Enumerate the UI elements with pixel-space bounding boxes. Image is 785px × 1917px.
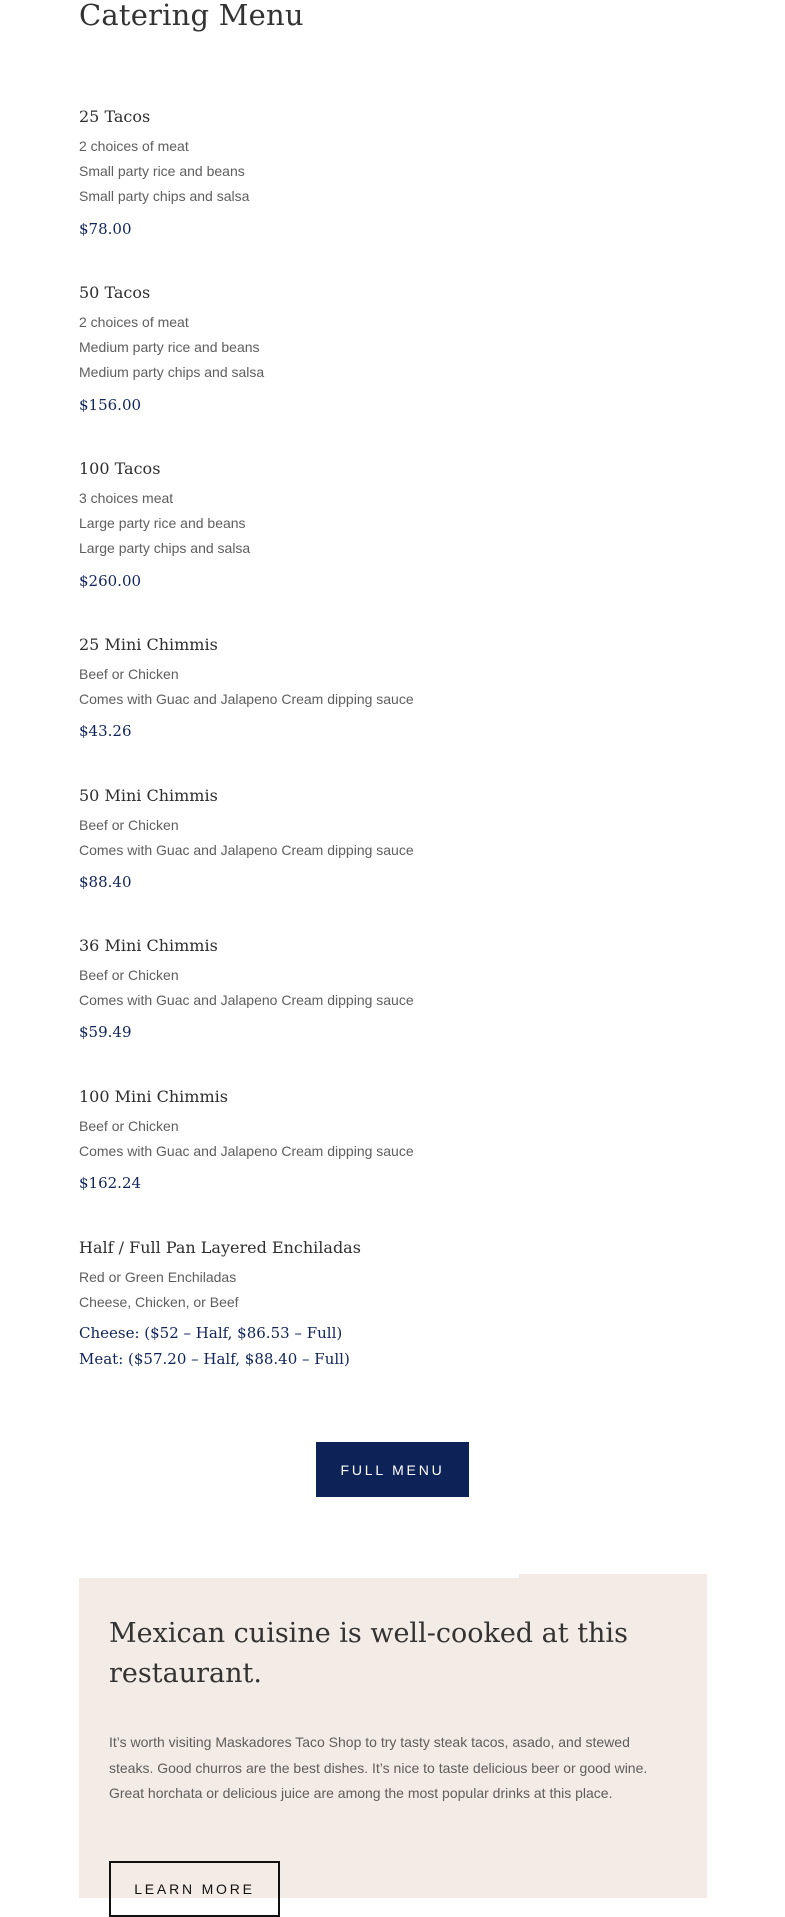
description-line: Beef or Chicken [79, 666, 179, 682]
review-heading: Mexican cuisine is well-cooked at this restaurant. [109, 1618, 628, 1689]
description-line: Comes with Guac and Jalapeno Cream dipping sauce [79, 1143, 414, 1159]
description-line: Red or Green Enchiladas [79, 1269, 237, 1285]
menu-item-36-mini-chimmis [79, 936, 709, 1041]
menu-item-50-tacos [79, 283, 709, 414]
description-line: Large party chips and salsa [79, 540, 251, 556]
menu-item-description [79, 1265, 239, 1315]
description-line: Comes with Guac and Jalapeno Cream dipping sauce [79, 842, 414, 858]
menu-item-name: Half / Full Pan Layered Enchiladas [79, 1238, 361, 1257]
menu-item-name: 25 Tacos [79, 107, 151, 126]
description-line: Medium party chips and salsa [79, 364, 265, 380]
menu-item-price: $78.00 [79, 220, 132, 238]
menu-item-description [79, 963, 414, 1013]
menu-item-name: 25 Mini Chimmis [79, 635, 218, 654]
menu-item-description [79, 662, 414, 712]
description-line: Beef or Chicken [79, 967, 179, 983]
menu-item-layered-enchiladas [79, 1238, 709, 1368]
menu-item-price-cheese: Cheese: ($52 – Half, $86.53 – Full) [79, 1324, 343, 1342]
menu-item-description [79, 134, 249, 209]
menu-item-100-tacos [79, 459, 709, 590]
description-line: Beef or Chicken [79, 1118, 179, 1134]
card-edge-decoration [519, 1574, 707, 1578]
description-line: Medium party rice and beans [79, 339, 260, 355]
menu-item-name: 36 Mini Chimmis [79, 936, 218, 955]
menu-item-50-mini-chimmis [79, 786, 709, 891]
learn-more-button[interactable]: LEARN MORE [109, 1861, 280, 1917]
menu-item-25-tacos [79, 107, 709, 238]
menu-item-price: $43.26 [79, 722, 132, 740]
menu-item-description [79, 310, 264, 385]
menu-item-description [79, 813, 414, 863]
description-line: Cheese, Chicken, or Beef [79, 1294, 239, 1310]
restaurant-review-card [79, 1578, 707, 1898]
menu-item-name: 100 Tacos [79, 459, 161, 478]
menu-item-name: 100 Mini Chimmis [79, 1087, 228, 1106]
full-menu-button[interactable]: FULL MENU [316, 1442, 469, 1497]
description-line: Comes with Guac and Jalapeno Cream dipping sauce [79, 992, 414, 1008]
description-line: 2 choices of meat [79, 138, 189, 154]
description-line: 3 choices meat [79, 490, 174, 506]
description-line: Small party rice and beans [79, 163, 245, 179]
menu-item-description [79, 486, 250, 561]
menu-item-description [79, 1114, 414, 1164]
page-title: Catering Menu [79, 0, 304, 32]
description-line: Small party chips and salsa [79, 188, 250, 204]
menu-item-name: 50 Mini Chimmis [79, 786, 218, 805]
menu-item-price: $156.00 [79, 396, 142, 414]
review-text: It’s worth visiting Maskadores Taco Shop to try tasty steak tacos, asado, and stewed steaks. Good churros are the best dishes. It’s nice to taste delicious beer or good wine. Great horchata or delicious juice are among the most popular drinks at this place. [109, 1734, 648, 1801]
menu-item-price-meat: Meat: ($57.20 – Half, $88.40 – Full) [79, 1350, 350, 1368]
menu-item-price: $260.00 [79, 572, 142, 590]
menu-item-price: $88.40 [79, 873, 132, 891]
menu-item-100-mini-chimmis [79, 1087, 709, 1192]
description-line: Beef or Chicken [79, 817, 179, 833]
description-line: Large party rice and beans [79, 515, 246, 531]
menu-item-25-mini-chimmis [79, 635, 709, 740]
menu-item-name: 50 Tacos [79, 283, 151, 302]
menu-item-price: $59.49 [79, 1023, 132, 1041]
description-line: 2 choices of meat [79, 314, 189, 330]
menu-item-price: $162.24 [79, 1174, 142, 1192]
description-line: Comes with Guac and Jalapeno Cream dipping sauce [79, 691, 414, 707]
